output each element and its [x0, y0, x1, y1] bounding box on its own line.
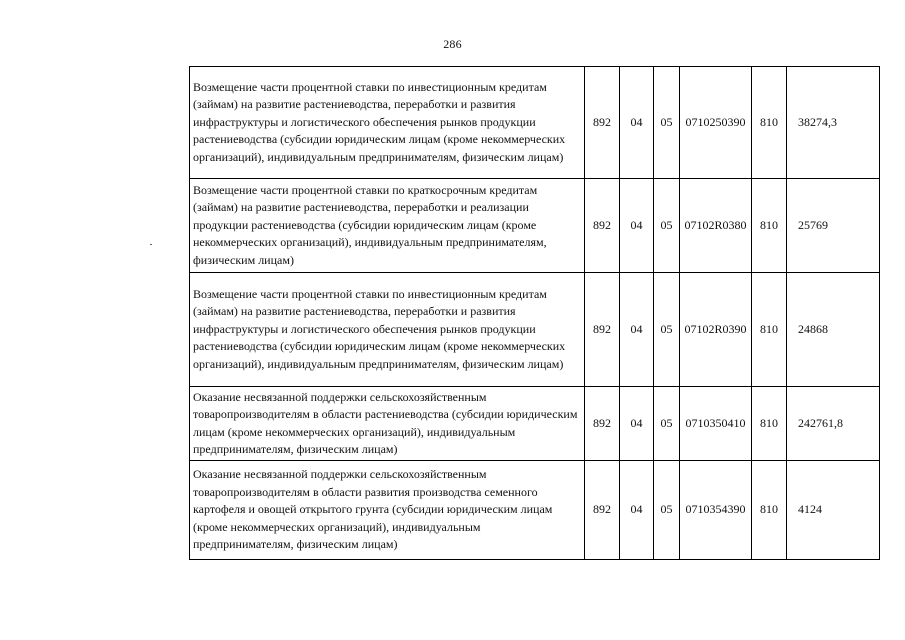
row-subsection-code: 05: [654, 387, 680, 461]
row-amount: 242761,8: [787, 387, 880, 461]
row-subsection-code: 05: [654, 461, 680, 560]
row-section-code: 04: [620, 387, 654, 461]
row-description: Возмещение части процентной ставки по краткосрочным кредитам (займам) на развитие растениеводства, переработки и реализации продукции растениеводства (субсидии юридическим лицам (кроме некоммерческих организаций), индивидуальным предпринимателям, физическим лицам): [190, 179, 585, 273]
row-target-article-code: 0710250390: [680, 67, 752, 179]
row-grbs-code: 892: [585, 273, 620, 387]
row-subsection-code: 05: [654, 273, 680, 387]
row-description: Оказание несвязанной поддержки сельскохозяйственным товаропроизводителям в области развития производства семенного картофеля и овощей открытого грунта (субсидии юридическим лицам (кроме некоммерческих организаций), индивидуальным предпринимателям, физическим лицам): [190, 461, 585, 560]
row-section-code: 04: [620, 179, 654, 273]
row-amount: 4124: [787, 461, 880, 560]
row-grbs-code: 892: [585, 67, 620, 179]
row-section-code: 04: [620, 461, 654, 560]
row-description: Оказание несвязанной поддержки сельскохозяйственным товаропроизводителям в области растениеводства (субсидии юридическим лицам (кроме некоммерческих организаций), индивидуальным предпринимателям, физическим лицам): [190, 387, 585, 461]
row-grbs-code: 892: [585, 461, 620, 560]
row-expense-type-code: 810: [752, 387, 787, 461]
table-row: [190, 179, 880, 273]
row-subsection-code: 05: [654, 179, 680, 273]
row-target-article-code: 07102R0380: [680, 179, 752, 273]
budget-table: [189, 66, 880, 560]
row-target-article-code: 0710350410: [680, 387, 752, 461]
row-description: Возмещение части процентной ставки по инвестиционным кредитам (займам) на развитие растениеводства, переработки и развития инфраструктуры и логистического обеспечения рынков продукции растениеводства (субсидии юридическим лицам (кроме некоммерческих организаций), индивидуальным предпринимателям, физическим лицам): [190, 273, 585, 387]
table-row: [190, 461, 880, 560]
row-expense-type-code: 810: [752, 273, 787, 387]
scan-mark: [150, 244, 152, 245]
page-number: 286: [443, 37, 462, 51]
row-expense-type-code: 810: [752, 67, 787, 179]
row-grbs-code: 892: [585, 387, 620, 461]
row-section-code: 04: [620, 67, 654, 179]
table-row: [190, 387, 880, 461]
table-row: [190, 67, 880, 179]
row-description: Возмещение части процентной ставки по инвестиционным кредитам (займам) на развитие растениеводства, переработки и развития инфраструктуры и логистического обеспечения рынков продукции растениеводства (субсидии юридическим лицам (кроме некоммерческих организаций), индивидуальным предпринимателям, физическим лицам): [190, 67, 585, 179]
row-grbs-code: 892: [585, 179, 620, 273]
row-subsection-code: 05: [654, 67, 680, 179]
row-amount: 24868: [787, 273, 880, 387]
row-target-article-code: 0710354390: [680, 461, 752, 560]
row-expense-type-code: 810: [752, 179, 787, 273]
row-amount: 25769: [787, 179, 880, 273]
row-section-code: 04: [620, 273, 654, 387]
table-row: [190, 273, 880, 387]
row-target-article-code: 07102R0390: [680, 273, 752, 387]
row-expense-type-code: 810: [752, 461, 787, 560]
row-amount: 38274,3: [787, 67, 880, 179]
